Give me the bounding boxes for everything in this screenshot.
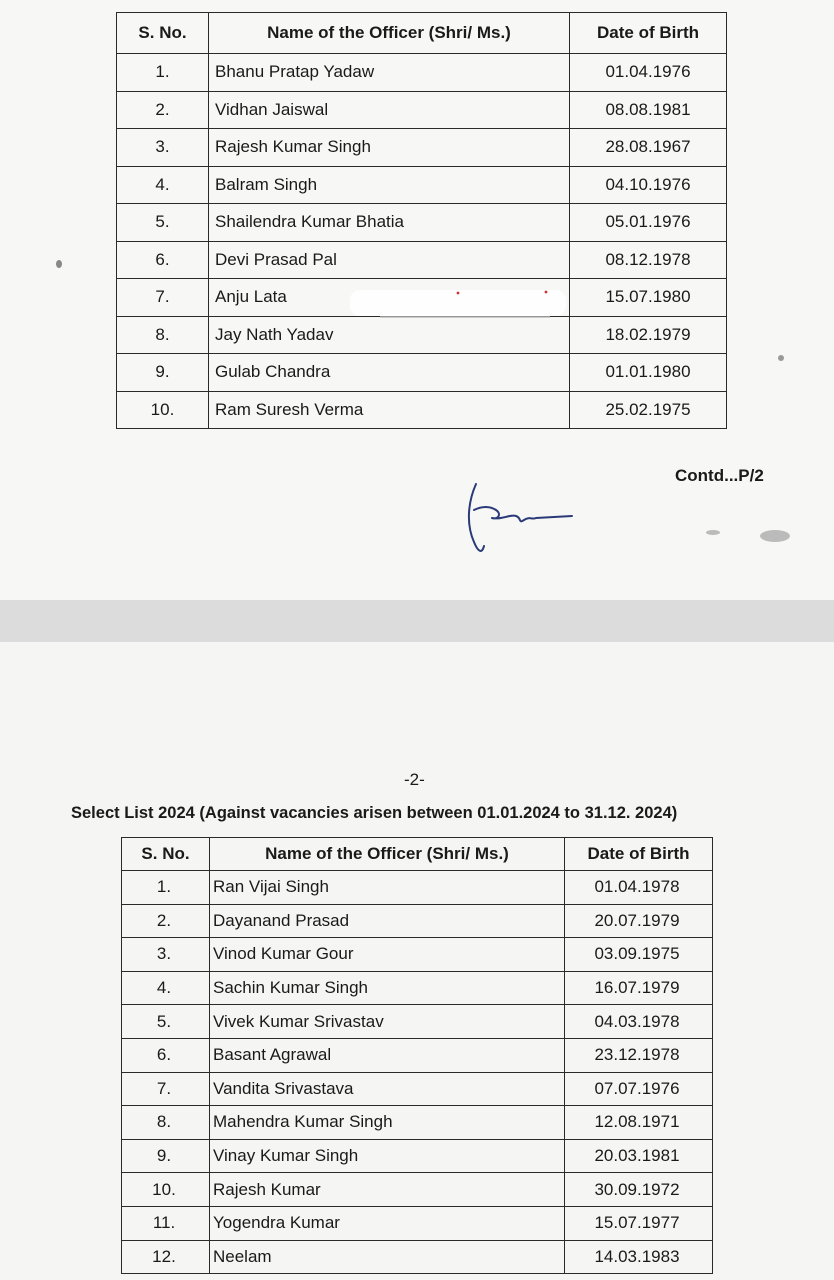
dob-cell: 23.12.1978 <box>565 1038 713 1072</box>
table-row <box>122 1005 713 1039</box>
name-cell: Neelam <box>210 1240 565 1274</box>
scan-speck <box>706 530 720 535</box>
table-row <box>122 938 713 972</box>
dob-cell: 04.10.1976 <box>570 166 727 204</box>
sno-cell: 6. <box>122 1038 210 1072</box>
table-row <box>122 871 713 905</box>
table-row <box>117 91 727 129</box>
sno-cell: 2. <box>122 904 210 938</box>
dob-cell: 01.01.1980 <box>570 354 727 392</box>
sno-cell: 9. <box>117 354 209 392</box>
table-row <box>122 1173 713 1207</box>
name-cell: Devi Prasad Pal <box>209 241 570 279</box>
dob-cell: 05.01.1976 <box>570 204 727 242</box>
dob-cell: 15.07.1977 <box>565 1206 713 1240</box>
dob-cell: 01.04.1976 <box>570 54 727 92</box>
table-row <box>122 1106 713 1140</box>
sno-cell: 11. <box>122 1206 210 1240</box>
page-number: -2- <box>404 770 425 789</box>
dob-cell: 08.12.1978 <box>570 241 727 279</box>
sno-cell: 3. <box>122 938 210 972</box>
header-sno: S. No. <box>122 838 210 871</box>
dob-cell: 30.09.1972 <box>565 1173 713 1207</box>
sno-cell: 5. <box>122 1005 210 1039</box>
dob-cell: 14.03.1983 <box>565 1240 713 1274</box>
header-dob: Date of Birth <box>565 838 713 871</box>
name-cell: Shailendra Kumar Bhatia <box>209 204 570 242</box>
scan-speck <box>778 355 784 361</box>
sno-cell: 7. <box>117 279 209 317</box>
sno-cell: 9. <box>122 1139 210 1173</box>
name-cell: Basant Agrawal <box>210 1038 565 1072</box>
header-sno: S. No. <box>117 13 209 54</box>
table-row <box>117 129 727 167</box>
sno-cell: 8. <box>122 1106 210 1140</box>
table-row <box>117 204 727 242</box>
table-row <box>117 166 727 204</box>
sno-cell: 10. <box>122 1173 210 1207</box>
dob-cell: 28.08.1967 <box>570 129 727 167</box>
signature-mark <box>462 480 574 560</box>
name-cell: Ram Suresh Verma <box>209 391 570 429</box>
sno-cell: 10. <box>117 391 209 429</box>
name-cell: Gulab Chandra <box>209 354 570 392</box>
redaction-smudge <box>350 286 570 320</box>
dob-cell: 03.09.1975 <box>565 938 713 972</box>
name-cell: Yogendra Kumar <box>210 1206 565 1240</box>
dob-cell: 15.07.1980 <box>570 279 727 317</box>
table-row <box>117 354 727 392</box>
table-body <box>117 54 727 429</box>
dob-cell: 07.07.1976 <box>565 1072 713 1106</box>
name-cell: Balram Singh <box>209 166 570 204</box>
document-page-1 <box>0 0 834 600</box>
name-cell: Vandita Srivastava <box>210 1072 565 1106</box>
name-cell: Vivek Kumar Srivastav <box>210 1005 565 1039</box>
header-name: Name of the Officer (Shri/ Ms.) <box>210 838 565 871</box>
sno-cell: 1. <box>122 871 210 905</box>
dob-cell: 04.03.1978 <box>565 1005 713 1039</box>
table-row <box>117 391 727 429</box>
sno-cell: 1. <box>117 54 209 92</box>
continued-note: Contd...P/2 <box>675 466 764 485</box>
dob-cell: 20.07.1979 <box>565 904 713 938</box>
sno-cell: 12. <box>122 1240 210 1274</box>
sno-cell: 6. <box>117 241 209 279</box>
dob-cell: 20.03.1981 <box>565 1139 713 1173</box>
table-row <box>122 1139 713 1173</box>
page-gap <box>0 600 834 642</box>
name-cell: Vinod Kumar Gour <box>210 938 565 972</box>
table-body <box>122 871 713 1274</box>
name-cell: Rajesh Kumar Singh <box>209 129 570 167</box>
table-row <box>122 971 713 1005</box>
table-row <box>117 54 727 92</box>
name-cell: Dayanand Prasad <box>210 904 565 938</box>
name-cell: Mahendra Kumar Singh <box>210 1106 565 1140</box>
sno-cell: 8. <box>117 316 209 354</box>
dob-cell: 16.07.1979 <box>565 971 713 1005</box>
name-cell: Ran Vijai Singh <box>210 871 565 905</box>
scan-speck <box>760 530 790 542</box>
document-page-2 <box>0 642 834 1280</box>
header-dob: Date of Birth <box>570 13 727 54</box>
table-row <box>122 904 713 938</box>
name-cell: Anju Lata <box>209 279 570 317</box>
name-cell: Jay Nath Yadav <box>209 316 570 354</box>
dob-cell: 08.08.1981 <box>570 91 727 129</box>
scan-speck <box>56 260 62 268</box>
table-row <box>117 316 727 354</box>
table-header-row <box>122 838 713 871</box>
header-name: Name of the Officer (Shri/ Ms.) <box>209 13 570 54</box>
sno-cell: 3. <box>117 129 209 167</box>
table-row <box>117 241 727 279</box>
dob-cell: 01.04.1978 <box>565 871 713 905</box>
name-cell: Vinay Kumar Singh <box>210 1139 565 1173</box>
dob-cell: 25.02.1975 <box>570 391 727 429</box>
name-cell: Rajesh Kumar <box>210 1173 565 1207</box>
name-cell: Sachin Kumar Singh <box>210 971 565 1005</box>
table-row <box>122 1072 713 1106</box>
officer-table-page-2 <box>121 837 713 1274</box>
sno-cell: 2. <box>117 91 209 129</box>
table-row <box>122 1240 713 1274</box>
table-row <box>122 1038 713 1072</box>
officer-table-page-1 <box>116 12 727 429</box>
table-header-row <box>117 13 727 54</box>
dob-cell: 18.02.1979 <box>570 316 727 354</box>
name-cell: Vidhan Jaiswal <box>209 91 570 129</box>
select-list-heading: Select List 2024 (Against vacancies arisen between 01.01.2024 to 31.12. 2024) <box>71 804 678 822</box>
sno-cell: 4. <box>122 971 210 1005</box>
sno-cell: 4. <box>117 166 209 204</box>
name-cell: Bhanu Pratap Yadaw <box>209 54 570 92</box>
sno-cell: 5. <box>117 204 209 242</box>
sno-cell: 7. <box>122 1072 210 1106</box>
dob-cell: 12.08.1971 <box>565 1106 713 1140</box>
table-row <box>122 1206 713 1240</box>
